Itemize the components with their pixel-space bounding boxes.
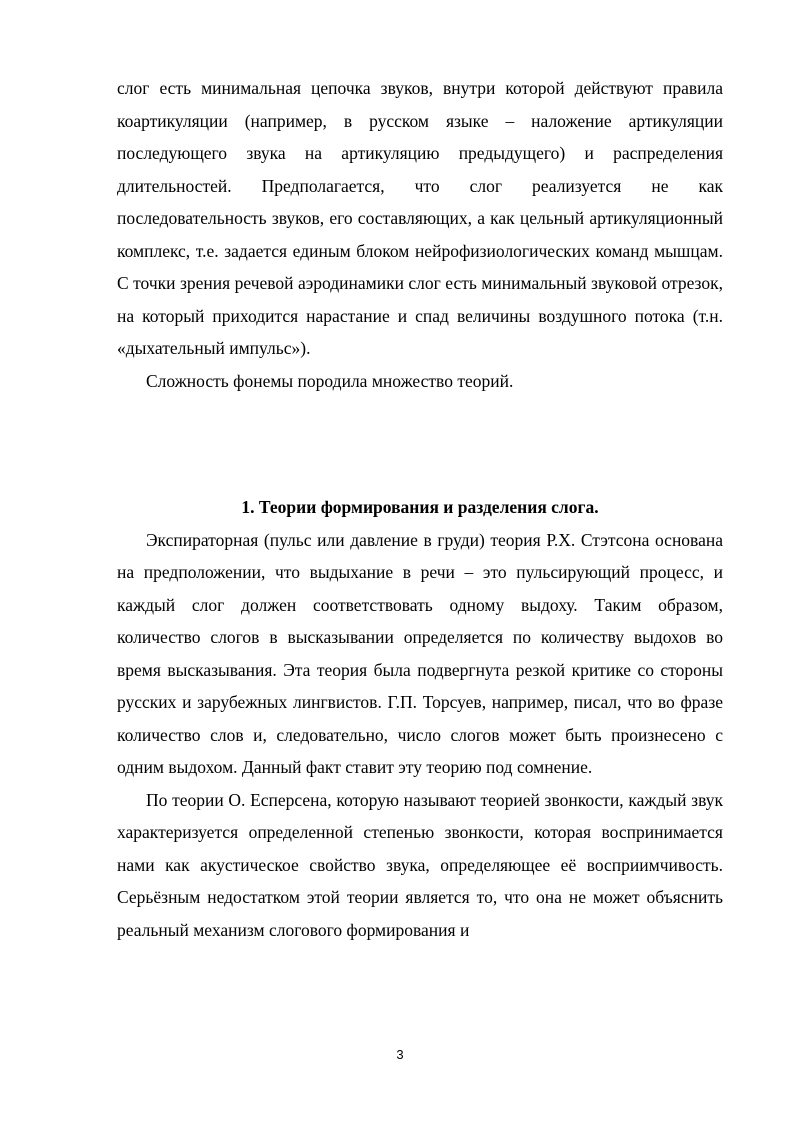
paragraph-syllable-definition: слог есть минимальная цепочка звуков, внутри которой действуют правила коартикуляции (например, в русском языке – наложение артикуляции последующего звука на артикуляцию предыдущего) и распределения длительностей. Предполагается, что слог реализуется не как последовательность звуков, его составляющих, а как цельный артикуляционный комплекс, т.е. задается единым блоком нейрофизиологических команд мышцам. С точки зрения речевой аэродинамики слог есть минимальный звуковой отрезок, на который приходится нарастание и спад величины воздушного потока (т.н. «дыхательный импульс»). [117,78,723,358]
body-text-top [117,72,723,397]
paragraph-phoneme-theories: Сложность фонемы породила множество теорий. [146,370,514,391]
page-number: 3 [396,1047,404,1062]
section-heading: 1. Теории формирования и разделения слога. [241,497,599,517]
paragraph-jespersen-theory: По теории О. Есперсена, которую называют теорией звонкости, каждый звук характеризуется определенной степенью звонкости, которая воспринимается нами как акустическое свойство звука, определяющее её восприимчивость. Серьёзным недостатком этой теории является то, что она не может объяснить реальный механизм слогового формирования и [117,789,723,940]
section-1 [117,491,723,946]
paragraph-stetson-theory: Экспираторная (пульс или давление в груди) теория Р.Х. Стэтсона основана на предположении, что выдыхание в речи – это пульсирующий процесс, и каждый слог должен соответствовать одному выдоху. Таким образом, количество слогов в высказывании определяется по количеству выдохов во время высказывания. Эта теория была подвергнута резкой критике со стороны русских и зарубежных лингвистов. Г.П. Торсуев, например, писал, что во фразе количество слов и, следовательно, число слогов может быть произнесено с одним выдохом. Данный факт ставит эту теорию под сомнение. [117,529,723,777]
